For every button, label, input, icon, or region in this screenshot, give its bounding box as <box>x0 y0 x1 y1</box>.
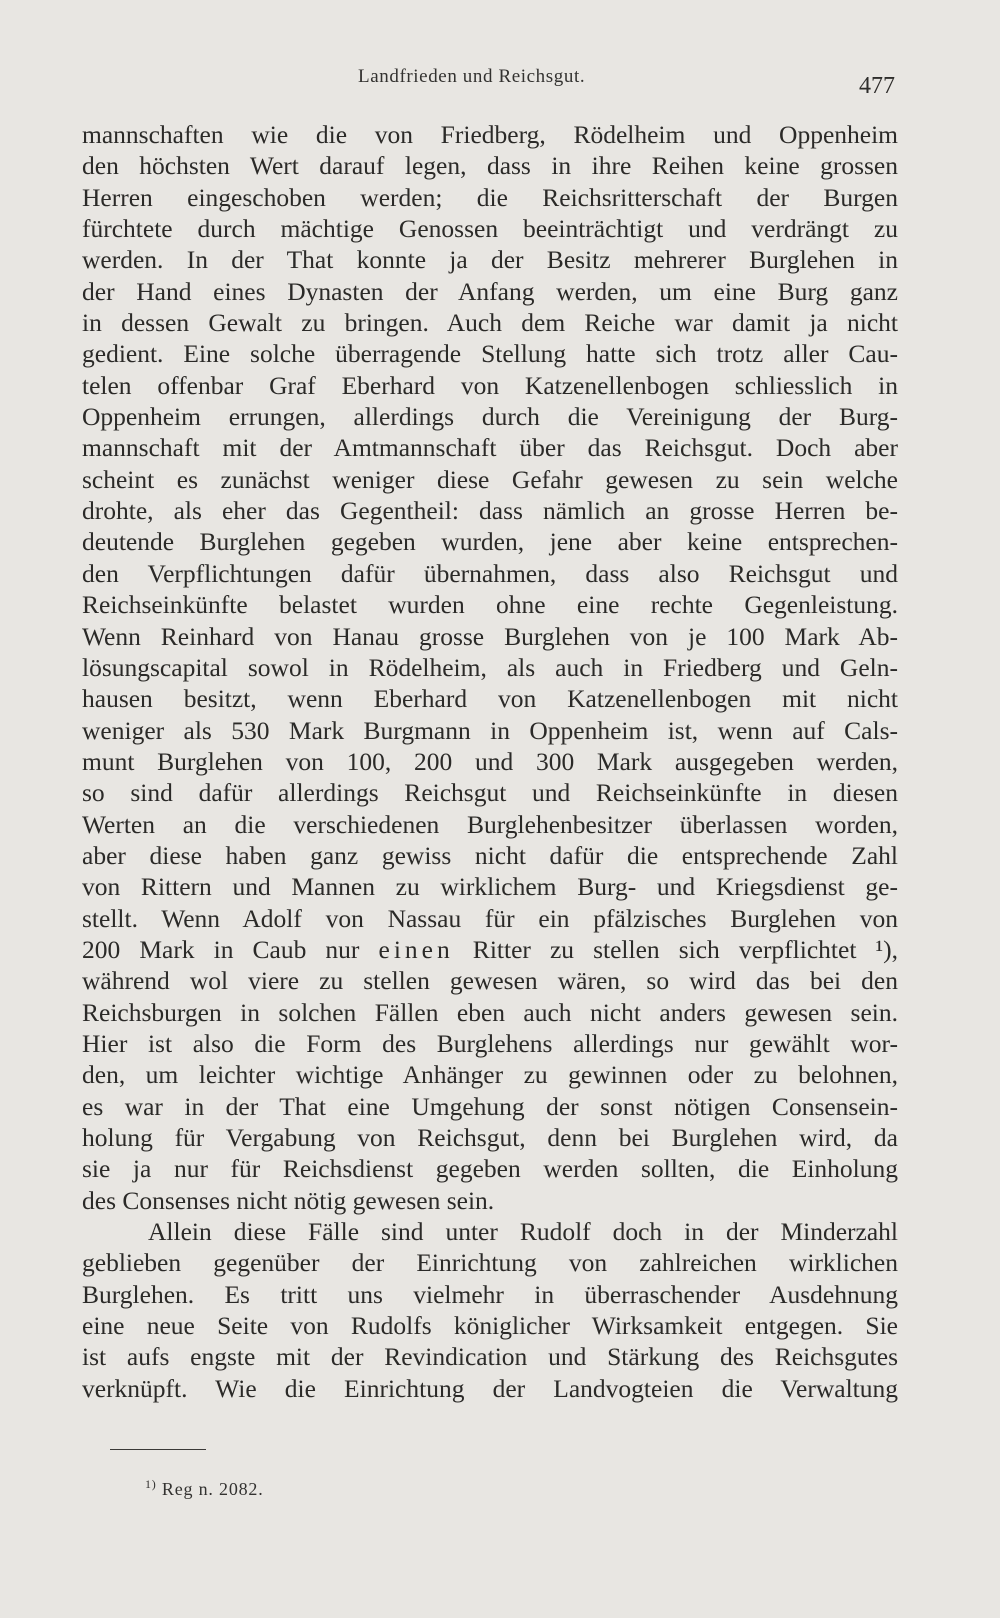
text-line: drohte, als eher das Gegentheil: dass nämlich an grosse Herren be- <box>82 496 898 526</box>
text-line: ist aufs engste mit der Revindication und Stärkung des Reichsgutes <box>82 1342 898 1372</box>
text-line: Reichsburgen in solchen Fällen eben auch nicht anders gewesen sein. <box>82 997 898 1027</box>
text-line: sie ja nur für Reichsdienst gegeben werden sollten, die Einholung <box>82 1154 898 1184</box>
text-line: scheint es zunächst weniger diese Gefahr gewesen zu sein welche <box>82 464 898 494</box>
text-line: so sind dafür allerdings Reichsgut und Reichseinkünfte in diesen <box>82 778 898 808</box>
page-number: 477 <box>859 73 895 99</box>
text-line: geblieben gegenüber der Einrichtung von zahlreichen wirklichen <box>82 1248 898 1278</box>
text-line: Wenn Reinhard von Hanau grosse Burglehen von je 100 Mark Ab- <box>82 621 898 651</box>
text-line: Hier ist also die Form des Burglehens allerdings nur gewählt wor- <box>82 1028 898 1058</box>
text-line: der Hand eines Dynasten der Anfang werden, um eine Burg ganz <box>82 276 898 306</box>
text-line: den, um leichter wichtige Anhänger zu gewinnen oder zu belohnen, <box>82 1060 898 1090</box>
text-line: des Consenses nicht nötig gewesen sein. <box>82 1185 495 1215</box>
text-segment: 200 Mark in Caub nur <box>82 934 379 964</box>
footnote-text: Reg n. 2082. <box>161 1479 264 1499</box>
text-line: Burglehen. Es tritt uns vielmehr in überraschender Ausdehnung <box>82 1279 898 1309</box>
text-line: eine neue Seite von Rudolfs königlicher Wirksamkeit entgegen. Sie <box>82 1311 898 1341</box>
text-line: von Rittern und Mannen zu wirklichem Burg- und Kriegsdienst ge- <box>82 872 898 902</box>
text-line: den Verpflichtungen dafür übernahmen, dass also Reichsgut und <box>82 558 898 588</box>
text-line: lösungscapital sowol in Rödelheim, als auch in Friedberg und Geln- <box>82 652 898 682</box>
text-line: den höchsten Wert darauf legen, dass in ihre Reihen keine grossen <box>82 151 898 181</box>
text-line: hausen besitzt, wenn Eberhard von Katzenellenbogen mit nicht <box>82 684 898 714</box>
text-line: Werten an die verschiedenen Burglehenbesitzer überlassen worden, <box>82 809 898 839</box>
footnote-marker: 1) <box>145 1477 157 1491</box>
footnote <box>145 1477 264 1500</box>
text-line: holung für Vergabung von Reichsgut, denn bei Burglehen wird, da <box>82 1123 898 1152</box>
text-line: mannschaften wie die von Friedberg, Rödelheim und Oppenheim <box>82 120 898 149</box>
text-segment: Ritter zu stellen sich verpflichtet ¹), <box>453 934 898 964</box>
spaced-emphasis: einen <box>378 934 454 964</box>
text-line: gedient. Eine solche überragende Stellung hatte sich trotz aller Cau- <box>82 339 898 369</box>
text-line: telen offenbar Graf Eberhard von Katzenellenbogen schliesslich in <box>82 370 898 400</box>
text-line-spaced-emphasis <box>82 934 898 965</box>
body-text <box>82 119 898 1404</box>
text-line: aber diese haben ganz gewiss nicht dafür die entsprechende Zahl <box>82 840 898 870</box>
text-line: deutende Burglehen gegeben wurden, jene aber keine entsprechen- <box>82 527 898 557</box>
text-line: Oppenheim errungen, allerdings durch die Vereinigung der Burg- <box>82 402 898 432</box>
text-line: in dessen Gewalt zu bringen. Auch dem Reiche war damit ja nicht <box>82 308 898 338</box>
text-line: Reichseinkünfte belastet wurden ohne eine rechte Gegenleistung. <box>82 590 898 620</box>
footnote-divider <box>110 1449 206 1450</box>
text-line: während wol viere zu stellen gewesen wären, so wird das bei den <box>82 966 898 996</box>
running-head <box>0 62 1000 102</box>
text-line: werden. In der That konnte ja der Besitz mehrerer Burglehen in <box>82 245 898 275</box>
text-line: verknüpft. Wie die Einrichtung der Landvogteien die Verwaltung <box>82 1373 898 1403</box>
text-line: stellt. Wenn Adolf von Nassau für ein pfälzisches Burglehen von <box>82 903 898 933</box>
text-line: mannschaft mit der Amtmannschaft über das Reichsgut. Doch aber <box>82 433 898 463</box>
text-line: munt Burglehen von 100, 200 und 300 Mark ausgegeben werden, <box>82 746 898 776</box>
running-title: Landfrieden und Reichsgut. <box>358 66 586 87</box>
text-line: fürchtete durch mächtige Genossen beeinträchtigt und verdrängt zu <box>82 214 898 244</box>
text-line: es war in der That eine Umgehung der sonst nötigen Consensein- <box>82 1091 898 1121</box>
paragraph-first-line: Allein diese Fälle sind unter Rudolf doch in der Minderzahl <box>148 1217 898 1247</box>
text-line: Herren eingeschoben werden; die Reichsritterschaft der Burgen <box>82 182 898 212</box>
text-line: weniger als 530 Mark Burgmann in Oppenheim ist, wenn auf Cals- <box>82 715 898 745</box>
